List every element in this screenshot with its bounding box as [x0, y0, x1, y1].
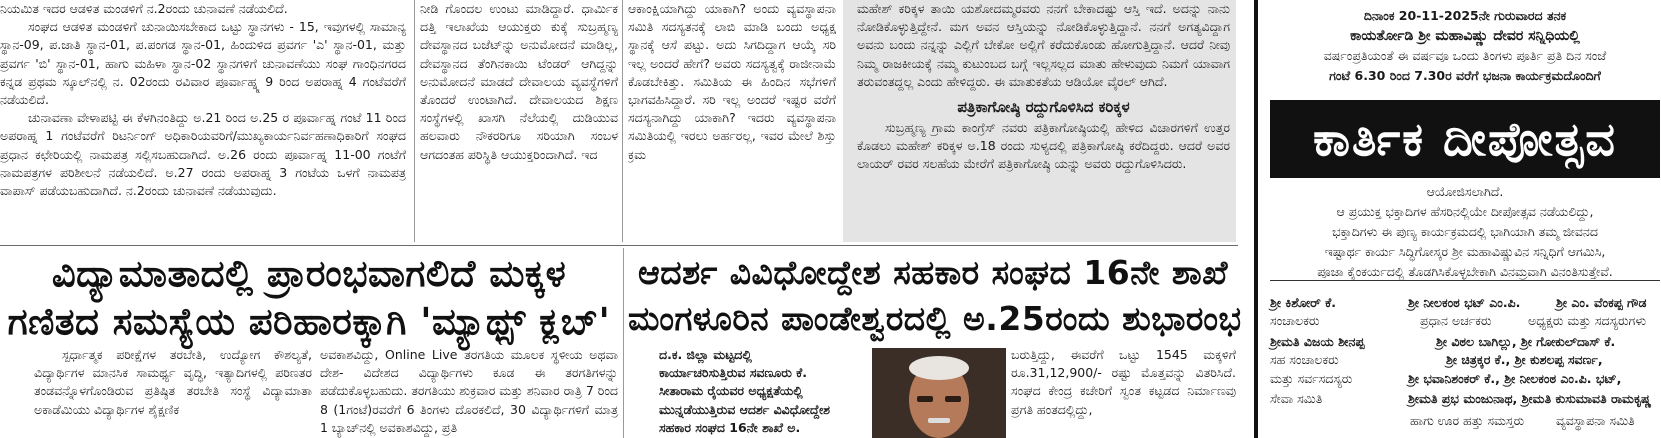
headline-right-line-2: ಮಂಗಳೂರಿನ ಪಾಂಡೇಶ್ವರದಲ್ಲಿ ಅ.25ರಂದು ಶುಭಾರಂಭ: [628, 299, 1242, 338]
ad-line: ವರ್ಷಂಪ್ರತಿಯಂತೆ ಈ ವರ್ಷವೂ ಒಂದು ತಿಂಗಳು ಪೂರ್ತಿ ಪ್ರತಿ ದಿನ ಸಂಜೆ: [1323, 48, 1607, 63]
column4-text-2: ಸುಬ್ರಹ್ಮಣ್ಯ ಗ್ರಾಮ ಕಾಂಗ್ರೆಸ್ ನವರು ಪತ್ರಿಕಾಗೋಷ್ಠಿಯಲ್ಲಿ ಹೇಳಿದ ವಿಚಾರಗಳಿಗೆ ಉತ್ತರ ಕೊಡಲು ಮಹೇಶ್ ಕರಿಕ್ಕಳ ಅ.18 ರಂದು ಸುಳ್ಯದಲ್ಲಿ ಪತ್ರಿಕಾಗೋಷ್ಠಿ ಕರೆದಿದ್ದರು. ಆದರೆ ಅವರ ಲಾಯರ್ ರವರ ಸಲಹೆಯ ಮೇರೆಗೆ ಪತ್ರಿಕಾಗೋಷ್ಠಿ ಯನ್ನು ಅವರು ರದ್ದುಗೊಳಿಸಿದರು.: [857, 120, 1230, 172]
committee-role: ವ್ಯವಸ್ಥಾಪನಾ ಸಮಿತಿ: [1556, 413, 1635, 428]
column4-text-1: ಮಹೇಶ್ ಕರಿಕ್ಕಳ ತಾಯಿ ಯಶೋದಮ್ಮರವರು ನನಗೆ ಬೇಕಾದಷ್ಟು ಆಸ್ತಿ ಇದೆ. ಅದನ್ನು ನಾನು ನೋಡಿಕೊಳ್ಳುತ್ತಿದ್ದೇನೆ. ಮಗ ಅವನ ಆಸ್ತಿಯನ್ನು ನೋಡಿಕೊಳ್ಳುತ್ತಿದ್ದಾನೆ. ನನಗೆ ಅಗತ್ಯವಿದ್ದಾಗ ಅವನು ಬಂದು ನನ್ನನ್ನು ಎಲ್ಲಿಗೆ ಬೇಕೋ ಅಲ್ಲಿಗೆ ಕರೆದುಕೊಂಡು ಹೋಗುತ್ತಿದ್ದಾನೆ. ಆದರೆ ನೀವು ನಿಮ್ಮ ರಾಜಕೀಯಕ್ಕೆ ನಮ್ಮ ಕುಟುಂಬದ ಬಗ್ಗೆ ಇಲ್ಲಸಲ್ಲದ ಮಾತು ಹೇಳುವುದು ನಿಮಗೆ ಯಾವಾಗ ತರುವಂತದ್ದಲ್ಲ ಎಂದು ಹೇಳಿದ್ದರು. ಈ ಮಾತುಕತೆಯ ಆಡಿಯೋ ವೈರಲ್ ಆಗಿದೆ.: [857, 1, 1230, 89]
math-club-article-col-2: [320, 346, 618, 438]
portrait-photo: [872, 348, 1006, 438]
headline-right-line-1: ಆದರ್ಶ ವಿವಿಧೋದ್ದೇಶ ಸಹಕಾರ ಸಂಘದ 16ನೇ ಶಾಖೆ: [638, 253, 1228, 292]
column-divider: [622, 0, 623, 242]
column2-text: ನೀಡಿ ಗೊಂದಲ ಉಂಟು ಮಾಡಿದ್ದಾರೆ. ಧಾರ್ಮಿಕ ದತ್ತಿ ಇಲಾಖೆಯ ಆಯುಕ್ತರು ಕುಕ್ಕೆ ಸುಬ್ರಹ್ಮಣ್ಯ ದೇವಸ್ಥಾನದ ಬಜೆಟ್‌ನ್ನು ಅನುಮೋದನೆ ಮಾಡಿಲ್ಲ, ದೇವಸ್ಥಾನದ ತೆಂಗಿನಕಾಯಿ ಟೆಂಡರ್ ಆಗಿದ್ದನ್ನು ಅನುಮೋದನೆ ಮಾಡದೆ ದೇವಾಲಯ ವ್ಯವಸ್ಥೆಗಳಿಗೆ ತೊಂದರೆ ಉಂಟಾಗಿದೆ. ದೇವಾಲಯದ ಶಿಕ್ಷಣ ಸಂಸ್ಥೆಗಳಲ್ಲಿ ಖಾಸಗಿ ನೆಲೆಯಲ್ಲಿ ದುಡಿಯುವ ಹಲವಾರು ನೌಕರರಿಗೂ ಸರಿಯಾಗಿ ಸಂಬಳ ಆಗದಂತಹ ಪರಿಸ್ಥಿತಿ ಆಯುಕ್ತರಿಂದಾಗಿದೆ. ಇದ: [420, 1, 618, 162]
article-column-3: [628, 0, 836, 242]
committee-role: ಹಾಗು ಊರ ಹತ್ತು ಸಮಸ್ತರು: [1410, 413, 1525, 428]
ad-line: ಗಂಟೆ 6.30 ರಿಂದ 7.30ರ ವರೆಗೆ ಭಜನಾ ಕಾರ್ಯಕ್ರಮದೊಂದಿಗೆ: [1329, 68, 1601, 83]
math-club-article-col-1: [0, 346, 312, 438]
committee-role: ಸೇವಾ ಸಮಿತಿ: [1270, 391, 1323, 406]
intro-line: ಸಹಕಾರ ಸಂಘದ 16ನೇ ಶಾಖೆ ಅ.: [659, 419, 801, 435]
committee-role: ಸಹ ಸಂಚಾಲಕರು: [1270, 352, 1339, 367]
committee-name: ಶ್ರೀ ವಿಠಲ ಬಾಗಿಲ್ಲು, ಶ್ರೀ ಗೋಕುಲ್‌ದಾಸ್ ಕೆ.: [1436, 334, 1616, 349]
committee-role: ಸಂಚಾಲಕರು: [1270, 313, 1320, 328]
committee-name: ಶ್ರೀ ಚಿತ್ರಕ್ಕರ ಕೆ., ಶ್ರೀ ಕುಶಲಪ್ಪ ಸವರ್ಣ,: [1446, 352, 1603, 367]
column1-para-1: ನಿಯಮಿತ ಇದರ ಆಡಳಿತ ಮಂಡಳಿಗೆ ನ.2ರಂದು ಚುನಾವಣೆ ನಡೆಯಲಿದೆ.: [0, 1, 288, 16]
intro-line: ಸೀತಾರಾಮ ರೈಯವರ ಅಧ್ಯಕ್ಷತೆಯಲ್ಲಿ: [659, 383, 803, 399]
adarsha-article-intro: [659, 346, 869, 438]
section-divider: [0, 245, 1238, 246]
article-column-4-shaded: [843, 0, 1236, 242]
committee-role: ಪ್ರಧಾನ ಅರ್ಚಕರು: [1420, 313, 1492, 328]
column4-subheading: ಪತ್ರಿಕಾಗೋಷ್ಠಿ ರದ್ದುಗೊಳಿಸಿದ ಕರಿಕ್ಕಳ: [957, 98, 1130, 117]
ad-temple-line: ಕಾಯರ್ತೋಡಿ ಶ್ರೀ ಮಹಾವಿಷ್ಣು ದೇವರ ಸನ್ನಿಧಿಯಲ್ಲಿ: [1350, 28, 1580, 44]
column3-text: ಆಕಾಂಕ್ಷಿಯಾಗಿದ್ದು ಯಾಕಾಗಿ? ಅಂದು ವ್ಯವಸ್ಥಾಪನಾ ಸಮಿತಿ ಸದಸ್ಯತನಕ್ಕೆ ಲಾಬಿ ಮಾಡಿ ಬಂದು ಅಧ್ಯಕ್ಷ ಸ್ಥಾನಕ್ಕೆ ಆಸೆ ಪಟ್ಟು. ಅದು ಸಿಗದಿದ್ದಾಗ ಆಯ್ಕೆ ಸರಿ ಇಲ್ಲ ಅಂದರೆ ಹೇಗೆ? ಅವರು ಸದಸ್ಯತ್ವಕ್ಕೆ ರಾಜೀನಾಮೆ ಕೊಡಬೇಕಿತ್ತು. ಸಮಿತಿಯ ಈ ಹಿಂದಿನ ಸಭೆಗಳಿಗೆ ಭಾಗವಹಿಸಿದ್ದಾರೆ. ಸರಿ ಇಲ್ಲ ಅಂದರೆ ಇಷ್ಟರ ವರೆಗೆ ಸದಸ್ಯನಾಗಿದ್ದು ಯಾಕಾಗಿ? ಇದರು ವ್ಯವಸ್ಥಾಪನಾ ಸಮಿತಿಯಲ್ಲಿ ಇರಲು ಅರ್ಹರಲ್ಲ, ಇವರ ಮೇಲೆ ಶಿಸ್ತು ಕ್ರಮ: [628, 1, 836, 162]
committee-name: ಶ್ರೀಮತಿ ವಿಜಯ ಶೀನಪ್ಪ: [1270, 334, 1365, 349]
deepotsava-banner: ಕಾರ್ತಿಕ ದೀಪೋತ್ಸವ: [1270, 100, 1660, 178]
ad-line: ಇಷ್ಟಾರ್ಥ ಕಾರ್ಯ ಸಿದ್ಧಿಗೋಸ್ಕರ ಶ್ರೀ ಮಹಾವಿಷ್ಣುವಿನ ಸನ್ನಿಧಿಗೆ ಆಗಮಿಸಿ,: [1324, 244, 1606, 259]
intro-line: ಕಾರ್ಯಾಚರಿಸುತ್ತಿರುವ ಸವಣೂರು ಕೆ.: [659, 365, 808, 381]
ad-line: ಆ ಪ್ರಯುಕ್ತ ಭಕ್ತಾದಿಗಳ ಹೆಸರಿನಲ್ಲಿಯೇ ದೀಪೋತ್ಸವ ನಡೆಯಲಿದ್ದು,: [1336, 204, 1594, 219]
ad-divider: [1270, 280, 1660, 281]
adarsha-text: ಬರುತ್ತಿದ್ದು, ಈವರೆಗೆ ಒಟ್ಟು 1545 ಮಕ್ಕಳಿಗೆ ರೂ.31,12,900/- ರಷ್ಟು ಮೊತ್ತವನ್ನು ವಿತರಿಸಿದೆ. ಸಂಘದ ಕೇಂದ್ರ ಕಚೇರಿಗೆ ಸ್ವಂತ ಕಟ್ಟಡದ ನಿರ್ಮಾಣವು ಪ್ರಗತಿ ಹಂತದಲ್ಲಿದ್ದು,: [1011, 347, 1236, 417]
committee-name: ಶ್ರೀ ನೀಲಕಂಠ ಭಟ್ ಎಂ.ಪಿ.: [1408, 295, 1521, 310]
committee-name: ಶ್ರೀ ಕಿಶೋರ್ ಕೆ.: [1270, 295, 1337, 310]
committee-role: ಮತ್ತು ಸರ್ವಸದಸ್ಯರು: [1270, 371, 1353, 386]
committee-name: ಶ್ರೀಮತಿ ಪ್ರಭ ಮಂಜುನಾಥ, ಶ್ರೀಮತಿ ಕುಸುಮಾವತಿ ರಾಮಕೃಷ್ಣ: [1408, 391, 1652, 406]
column1-para-2: ಸಂಘದ ಆಡಳಿತ ಮಂಡಳಿಗೆ ಚುನಾಯಿಸಬೇಕಾದ ಒಟ್ಟು ಸ್ಥಾನಗಳು - 15, ಇವುಗಳಲ್ಲಿ ಸಾಮಾನ್ಯ ಸ್ಥಾನ-09, ಪ.ಜಾತಿ ಸ್ಥಾನ-01, ಪ.ಪಂಗಡ ಸ್ಥಾನ-01, ಹಿಂದುಳಿದ ಪ್ರವರ್ಗ 'ಎ' ಸ್ಥಾನ-01, ಮತ್ತು ಪ್ರವರ್ಗ 'ಬಿ' ಸ್ಥಾನ-01, ಹಾಗು ಮಹಿಳಾ ಸ್ಥಾನ-02 ಸ್ಥಾನಗಳಿಗೆ ಚುನಾವಣೆಯು ಸಂಘ ಗಾಂಧಿನಗರದ ಕನ್ನಡ ಪ್ರಥಮ ಸ್ಕೂಲ್‌ನಲ್ಲಿ ನ. 02ರಂದು ರವಿವಾರ ಪೂರ್ವಾಹ್ನ್ನ 9 ರಿಂದ ಅಪರಾಹ್ನ 4 ಗಂಟೆವರೆಗೆ ನಡೆಯಲಿದೆ.: [0, 19, 406, 108]
column-divider: [414, 0, 415, 242]
karthika-deepotsava-advertisement: [1254, 0, 1661, 438]
headline-left-line-1: ವಿದ್ಯಾಮಾತಾದಲ್ಲಿ ಪ್ರಾರಂಭವಾಗಲಿದೆ ಮಕ್ಕಳ: [51, 252, 567, 295]
headline-left-line-2: ಗಣಿತದ ಸಮಸ್ಯೆಯ ಪರಿಹಾರಕ್ಕಾಗಿ 'ಮ್ಯಾಥ್ಸ್ ಕ್ಲಬ್': [7, 300, 611, 343]
committee-role: ಅಧ್ಯಕ್ಷರು ಮತ್ತು ಸದಸ್ಯರುಗಳು: [1528, 313, 1647, 328]
committee-name: ಶ್ರೀ ಎಂ. ವೆಂಕಪ್ಪ ಗೌಡ: [1556, 295, 1647, 310]
committee-name: ಶ್ರೀ ಭವಾನಿಶಂಕರ್ ಕೆ., ಶ್ರೀ ನೀಲಕಂಠ ಎಂ.ಪಿ. ಭಟ್,: [1408, 371, 1622, 386]
math-club-text-2: ಅವಕಾಶವಿದ್ದು, Online Live ತರಗತಿಯ ಮೂಲಕ ಸ್ಥಳೀಯ ಅಥವಾ ದೇಶ- ವಿದೇಶದ ವಿದ್ಯಾರ್ಥಿಗಳು ಕೂಡ ಈ ತರಗತಿಗಳನ್ನು ಪಡೆದುಕೊಳ್ಳಬಹುದು. ತರಗತಿಯು ಶುಕ್ರವಾರ ಮತ್ತು ಶನಿವಾರ ರಾತ್ರಿ 7 ರಿಂದ 8 (1ಗಂಟೆ)ರವರೆಗೆ 6 ತಿಂಗಳು ದೊರಕಲಿದೆ, 30 ವಿದ್ಯಾರ್ಥಿಗಳಿಗೆ ಮಾತ್ರ 1 ಬ್ಯಾಚ್‌ನಲ್ಲಿ ಅವಕಾಶವಿದ್ದು, ಪ್ರತಿ: [320, 347, 618, 435]
math-club-text-1: ಸ್ಪರ್ಧಾತ್ಮಕ ಪರೀಕ್ಷೆಗಳ ತರಬೇತಿ, ಉದ್ಯೋಗ ಕೌಶಲ್ಯತೆ, ವಿದ್ಯಾರ್ಥಿಗಳ ಮಾನಸಿಕ ಸಾಮರ್ಥ್ಯ ವೃದ್ಧಿ, ಇತ್ಯಾದಿಗಳಲ್ಲಿ ಪರಿಣತರ ತಂಡವನ್ನೊಳಗೊಂಡಿರುವ ಪ್ರತಿಷ್ಠಿತ ತರಬೇತಿ ಸಂಸ್ಥೆ ವಿದ್ಯಾಮಾತಾ ಅಕಾಡೆಮಿಯು ವಿದ್ಯಾರ್ಥಿಗಳ ಶೈಕ್ಷಣಿಕ: [34, 347, 312, 417]
article-column-1: [0, 0, 412, 242]
ad-line: ಪೂಜಾ ಕೈಂಕರ್ಯದಲ್ಲಿ ತೊಡಗಿಸಿಕೊಳ್ಳಬೇಕಾಗಿ ವಿನಮ್ರವಾಗಿ ವಿನಂತಿಸುತ್ತೇವೆ.: [1317, 264, 1613, 279]
article-column-2: [420, 0, 618, 242]
ad-line: ಆಯೋಜಿಸಲಾಗಿದೆ.: [1426, 184, 1504, 199]
intro-line: ಮುನ್ನಡೆಯುತ್ತಿರುವ ಆದರ್ಶ ವಿವಿಧೋದ್ದೇಶ: [659, 401, 831, 417]
column-divider: [623, 248, 624, 438]
intro-line: ದ.ಕ. ಜಿಲ್ಲಾ ಮಟ್ಟದಲ್ಲಿ: [659, 347, 752, 362]
ad-date-line: ದಿನಾಂಕ 20-11-2025ನೇ ಗುರುವಾರದ ತನಕ: [1363, 8, 1567, 23]
adarsha-article-body: [1011, 346, 1236, 438]
column1-para-3: ಚುನಾವಣಾ ವೇಳಾಪಟ್ಟಿ ಈ ಕೆಳಗಿನಂತಿದ್ದು ಅ.21 ರಿಂದ ಅ.25 ರ ಪೂರ್ವಾಹ್ನ ಗಂಟೆ 11 ರಿಂದ ಅಪರಾಹ್ನ 1 ಗಂಟೆವರೆಗೆ ರಿಟರ್ನಿಂಗ್ ಅಧಿಕಾರಿಯವರಿಗೆ/ಮುಖ್ಯಕಾರ್ಯನಿರ್ವಹಣಾಧಿಕಾರಿಗೆ ಸಂಘದ ಪ್ರಧಾನ ಕಛೇರಿಯಲ್ಲಿ ನಾಮಪತ್ರ ಸಲ್ಲಿಸಬಹುದಾಗಿದೆ. ಅ.26 ರಂದು ಪೂರ್ವಾಹ್ನ 11-00 ಗಂಟೆಗೆ ನಾಮಪತ್ರಗಳ ಪರಿಶೀಲನೆ ನಡೆಯಲಿದೆ. ಅ.27 ರಂದು ಅಪರಾಹ್ನ 3 ಗಂಟೆಯ ಒಳಗೆ ನಾಮಪತ್ರ ವಾಪಾಸ್ ಪಡೆಯಬಹುದಾಗಿದೆ. ನ.2ರಂದು ಚುನಾವಣೆ ನಡೆಯುವುದು.: [0, 110, 406, 199]
ad-line: ಭಕ್ತಾದಿಗಳು ಈ ಪುಣ್ಯ ಕಾರ್ಯಕ್ರಮದಲ್ಲಿ ಭಾಗಿಯಾಗಿ ತಮ್ಮ ಜೀವನದ: [1332, 224, 1598, 239]
